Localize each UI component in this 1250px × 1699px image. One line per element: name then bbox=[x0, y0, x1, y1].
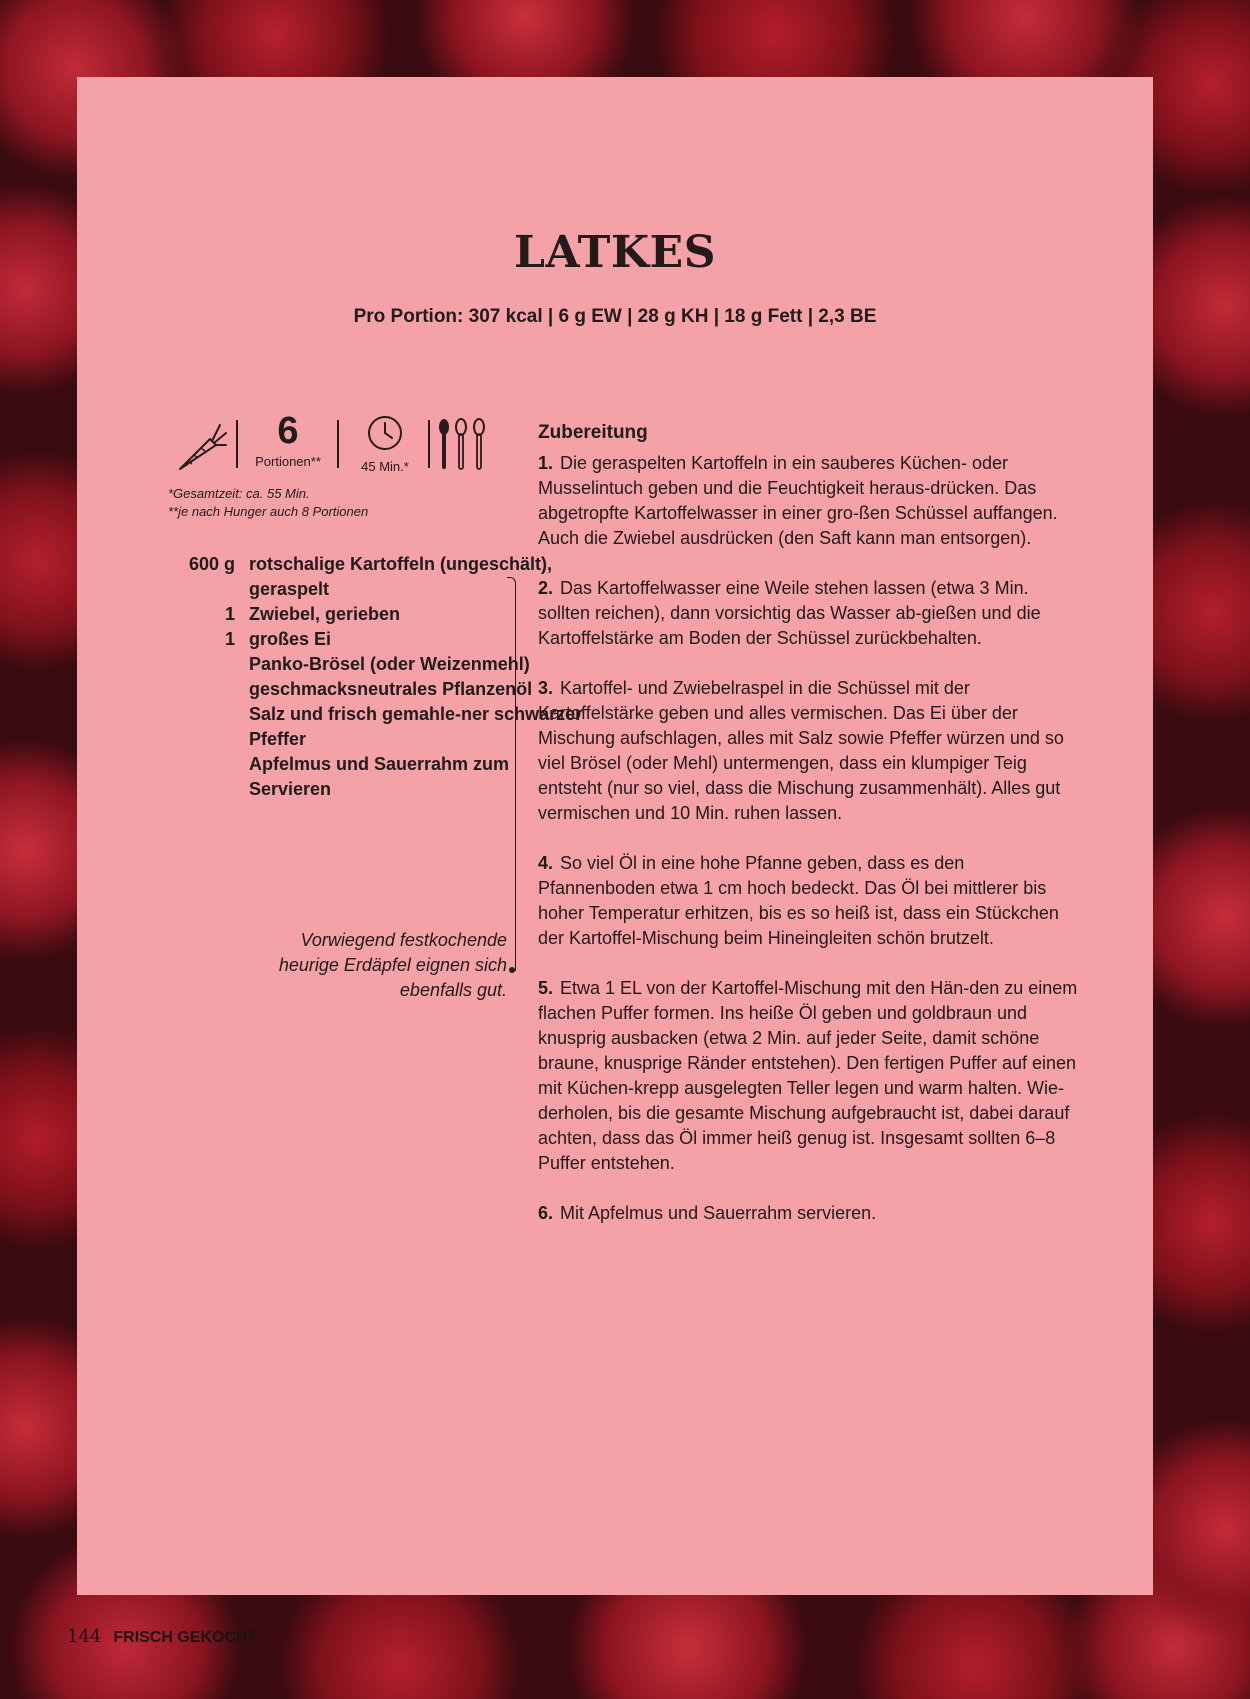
ingredient-item bbox=[177, 627, 587, 652]
portions-number: 6 bbox=[277, 410, 299, 452]
step-number: 1. bbox=[538, 453, 554, 473]
step-number: 2. bbox=[538, 578, 554, 598]
preparation-step bbox=[538, 676, 1078, 826]
step-text: Kartoffel- und Zwiebelraspel in die Schüssel mit der Kartoffelstärke geben und alles vermischen. Das Ei über der Mischung aufschlagen, alles mit Salz sowie Pfeffer würzen und so viel Brösel (oder Mehl) untermengen, dass ein klumpiger Teig entsteht (nur so viel, dass die Mischung zusammenhält). Alles gut vermischen und 10 Min. ruhen lassen. bbox=[538, 678, 1064, 823]
ingredient-qty bbox=[177, 752, 249, 802]
preparation-title: Zubereitung bbox=[538, 422, 648, 443]
preparation-section bbox=[538, 420, 1078, 1251]
step-text: Das Kartoffelwasser eine Weile stehen lassen (etwa 3 Min. sollten reichen), dann vorsichtig das Wasser ab-gießen und die Kartoffelstärke am Boden der Schüssel zurückbehalten. bbox=[538, 578, 1041, 648]
page-footer bbox=[67, 1626, 257, 1647]
connector-dot bbox=[509, 967, 515, 973]
ingredient-connector-line bbox=[507, 577, 516, 971]
time-label: 45 Min.* bbox=[361, 459, 409, 474]
magazine-name: FRISCH GEKOCHT bbox=[113, 1629, 258, 1646]
ingredient-qty bbox=[177, 652, 249, 677]
portions-box bbox=[244, 411, 332, 469]
step-text: So viel Öl in eine hohe Pfanne geben, dass es den Pfannenboden etwa 1 cm hoch bedeckt. Das Öl bei mittlerer bis hoher Temperatur erhitzen, bis es so heiß ist, dass ein Stückchen der Kartoffel-Mischung beim Hineingleiten schön brutzelt. bbox=[538, 853, 1059, 948]
ingredient-item bbox=[177, 552, 587, 602]
ingredient-name: geschmacksneutrales Pflanzenöl bbox=[249, 679, 533, 699]
recipe-meta bbox=[174, 410, 494, 475]
ingredient-item bbox=[177, 652, 587, 677]
preparation-step bbox=[538, 976, 1078, 1176]
page-number: 144 bbox=[67, 1626, 102, 1647]
ingredient-item bbox=[177, 702, 587, 752]
carrot-icon bbox=[174, 419, 230, 475]
meta-divider bbox=[236, 420, 238, 468]
nutrition-info: Pro Portion: 307 kcal | 6 g EW | 28 g KH | 18 g Fett | 2,3 BE bbox=[353, 306, 877, 327]
step-number: 3. bbox=[538, 678, 554, 698]
step-number: 5. bbox=[538, 978, 554, 998]
step-text: Mit Apfelmus und Sauerrahm servieren. bbox=[560, 1203, 877, 1223]
preparation-step bbox=[538, 451, 1078, 551]
meta-divider bbox=[337, 420, 339, 468]
ingredient-list bbox=[177, 552, 587, 802]
ingredient-qty bbox=[177, 702, 249, 752]
clock-icon bbox=[367, 415, 403, 451]
ingredient-name: großes Ei bbox=[249, 629, 332, 649]
preparation-step bbox=[538, 851, 1078, 951]
ingredient-name: Apfelmus und Sauerrahm zum Servieren bbox=[249, 754, 510, 799]
recipe-notes bbox=[168, 485, 368, 521]
step-text: Etwa 1 EL von der Kartoffel-Mischung mit den Hän-den zu einem flachen Puffer formen. Ins heiße Öl geben und goldbraun und knusprig ausbacken (etwa 2 Min. auf jeder Seite, damit schöne braune, knusprige Ränder entstehen). Den fertigen Puffer auf einen mit Küchen-krepp ausgelegten Teller legen und warm halten. Wie-derholen, bis die gesamte Mischung aufgebraucht ist, dabei darauf achten, dass das Öl immer heiß genug ist. Insgesamt sollten 6–8 Puffer entstehen. bbox=[538, 978, 1078, 1173]
ingredient-qty: 1 bbox=[224, 604, 235, 624]
cutlery-icon bbox=[436, 417, 488, 471]
ingredient-name: Salz und frisch gemahle-ner schwarzer Pfeffer bbox=[249, 704, 583, 749]
ingredient-qty: 1 bbox=[224, 629, 235, 649]
preparation-step bbox=[538, 576, 1078, 651]
portions-label: Portionen** bbox=[255, 454, 321, 469]
step-number: 4. bbox=[538, 853, 554, 873]
recipe-title: LATKES bbox=[514, 227, 716, 278]
ingredient-qty: 600 g bbox=[188, 554, 235, 574]
ingredient-name: rotschalige Kartoffeln (ungeschält), geraspelt bbox=[249, 554, 553, 599]
ingredient-item bbox=[177, 602, 587, 627]
ingredient-name: Zwiebel, gerieben bbox=[249, 604, 401, 624]
step-text: Die geraspelten Kartoffeln in ein sauberes Küchen- oder Musselintuch geben und die Feuchtigkeit heraus-drücken. Das abgetropfte Kartoffelwasser in einer gro-ßen Schüssel auffangen. Auch die Zwiebel ausdrücken (den Saft kann man entsorgen). bbox=[538, 453, 1058, 548]
ingredient-item bbox=[177, 677, 587, 702]
ingredient-qty bbox=[177, 677, 249, 702]
step-number: 6. bbox=[538, 1203, 554, 1223]
note-total-time: *Gesamtzeit: ca. 55 Min. bbox=[168, 486, 310, 501]
ingredient-item bbox=[177, 752, 587, 802]
meta-divider bbox=[428, 420, 430, 468]
recipe-panel bbox=[77, 77, 1153, 1595]
preparation-step bbox=[538, 1201, 1078, 1226]
note-hunger: **je nach Hunger auch 8 Portionen bbox=[168, 504, 369, 519]
time-box bbox=[346, 415, 424, 474]
ingredient-name: Panko-Brösel (oder Weizenmehl) bbox=[249, 654, 530, 674]
recipe-tip: Vorwiegend festkochende heurige Erdäpfel eignen sich ebenfalls gut. bbox=[278, 930, 507, 1000]
